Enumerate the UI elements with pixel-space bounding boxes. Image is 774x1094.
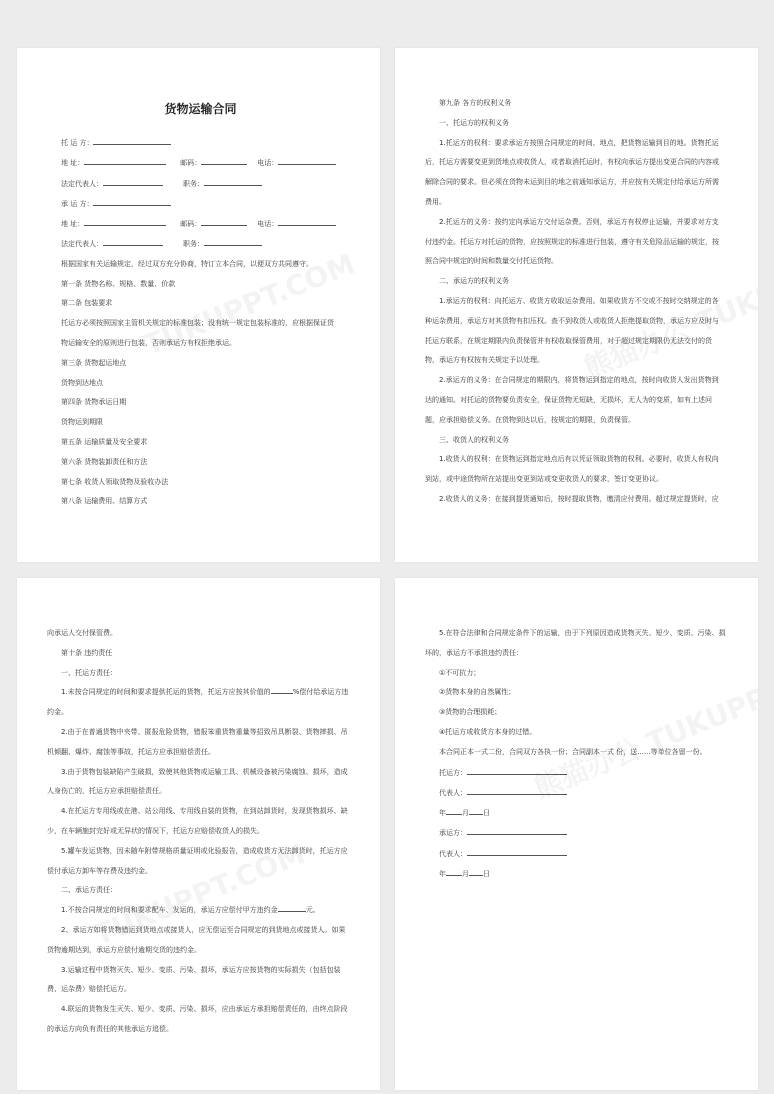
- postcode-blank: [201, 156, 247, 165]
- address-line-1: [61, 153, 340, 173]
- carrier-liability-4: 4.联运的货物发生灭失、短少、变质、污染、损坏，应由承运方承担赔偿责任的，由终点阶段的承运方向负有责任的其他承运方追偿。: [47, 1005, 348, 1033]
- month-blank: [446, 867, 462, 876]
- carrier-sign-blank: [467, 826, 567, 835]
- section-carrier-rights: 二、承运方的权利义务: [439, 277, 509, 286]
- legal-rep-label: 法定代表人：: [61, 179, 103, 188]
- reason-2: ②货物本身的自然属性；: [439, 688, 516, 697]
- phone-blank: [278, 156, 336, 165]
- year-label: 年: [439, 870, 446, 879]
- position-label: 职务：: [183, 179, 204, 188]
- day-blank: [469, 867, 483, 876]
- shipper-liability-1-text: 1.未按合同规定的时间和要求提供托运的货物，托运方应按其价值的: [61, 688, 271, 697]
- carrier-liability-1-text: 1.不按合同规定的时间和要求配车、发运的，承运方应偿付甲方违约金: [61, 906, 278, 915]
- consignee-rights-text: 1.收货人的权利：在货物运到指定地点后有以凭证领取货物的权利。必要时，收货人有权向到站，或中途货物所在站提出变更到站或变更收货人的要求，签订变更协议。: [425, 455, 719, 484]
- carrier-liability-1-tail: 元。: [305, 906, 320, 915]
- percent-blank: [271, 685, 293, 694]
- arrival-place: 货物到达地点: [61, 378, 103, 387]
- month-blank: [446, 806, 462, 815]
- article-6: 第六条 货物装卸责任和方法: [61, 457, 148, 466]
- article-4: 第四条 货物承运日期: [61, 398, 127, 407]
- rep-blank: [467, 786, 567, 795]
- shipper-liability-3: 3.由于货物包装缺陷产生破损，致使其他货物或运输工具、机械设备被污染腐蚀、损坏，造成人身伤亡的，托运方应承担赔偿责任。: [47, 767, 348, 796]
- shipper-label: 托 运 方：: [61, 139, 94, 147]
- phone-blank: [278, 217, 336, 226]
- reason-3: ③货物的合理损耗；: [439, 708, 502, 717]
- legal-rep-blank: [103, 237, 163, 246]
- copies-clause: 本合同正本一式二份，合同双方各执一份；合同副本一式 份，送......等单位各留一份。: [439, 747, 707, 756]
- legal-rep-blank: [103, 177, 163, 186]
- address-blank: [84, 156, 166, 165]
- address-label: 地 址：: [61, 159, 85, 168]
- amount-blank: [278, 903, 306, 912]
- position-blank: [204, 237, 262, 246]
- article-5: 第五条 运输质量及安全要求: [61, 437, 148, 446]
- shipper-blank: [93, 136, 171, 145]
- carrier-sign-label: 承运方：: [439, 829, 467, 838]
- month-label: 月: [462, 809, 469, 818]
- article-2-text: 托运方必须按照国家主管机关规定的标准包装；没有统一规定包装标准的，应根据保证货物运输安全的原则进行包装，否则承运方有权拒绝承运。: [61, 319, 334, 347]
- year-label: 年: [439, 809, 446, 818]
- postcode-label: 邮码：: [180, 159, 202, 168]
- shipper-line: [61, 133, 340, 153]
- intro-paragraph: 根据国家有关运输规定，经过双方充分协商，特订立本合同，以便双方共同遵守。: [61, 259, 313, 268]
- article-8: 第八条 运输费用、结算方式: [61, 497, 148, 506]
- arrival-deadline: 货物运到期限: [61, 418, 103, 427]
- carrier-blank: [93, 197, 171, 206]
- article-10: 第十条 违约责任: [61, 648, 113, 657]
- shipper-liability-4: 4.在托运方专用线或在港、站公用线、专用线自装的货物，在到站卸货时，发现货物损坏、缺少，在车辆施封完好或无异状的情况下，托运方应赔偿收货人的损失。: [47, 807, 348, 835]
- document-title: 货物运输合同: [164, 102, 237, 116]
- legal-rep-line-2: [61, 234, 340, 254]
- address-label: 地 址：: [61, 220, 85, 229]
- day-label: 日: [483, 809, 490, 818]
- document-page-1: [17, 48, 380, 562]
- reason-1: ①不可抗力；: [439, 668, 481, 677]
- continuation-text: 向承运人交付保管费。: [47, 629, 117, 637]
- day-blank: [469, 806, 483, 815]
- article-9: 第九条 各方的权利义务: [439, 99, 512, 107]
- position-label: 职务：: [183, 240, 204, 249]
- shipper-sign-label: 托运方：: [439, 768, 467, 777]
- position-blank: [204, 177, 262, 186]
- carrier-label: 承 运 方：: [61, 199, 94, 208]
- section-consignee-rights: 三、收货人的权利义务: [439, 435, 509, 444]
- article-2: 第二条 包装要求: [61, 299, 113, 308]
- phone-label: 电话：: [257, 159, 279, 168]
- date-line-2: [425, 864, 728, 884]
- address-blank: [84, 217, 166, 226]
- section-shipper-rights: 一、托运方的权利义务: [439, 118, 509, 127]
- legal-rep-line-1: [61, 174, 340, 194]
- carrier-signature-line: [425, 823, 728, 843]
- section-carrier-liability: 二、承运方责任：: [61, 886, 117, 895]
- phone-label: 电话：: [257, 220, 279, 229]
- article-1: 第一条 货物名称、规格、数量、价款: [61, 279, 176, 288]
- carrier-liability-2: 2、承运方如将货物错运到货地点或接货人，应无偿运至合同规定的到货地点或接货人。如果货物逾期达到，承运方应偿付逾期交货的违约金。: [47, 925, 346, 954]
- shipper-duties-text: 2.托运方的义务：按约定向承运方交付运杂费。否则，承运方有权停止运输，并要求对方支付违约金。托运方对托运的货物，应按照规定的标准进行包装，遵守有关危险品运输的规定，按照合同中规定的时间和数量交付托运货物。: [425, 217, 719, 266]
- day-label: 日: [483, 870, 490, 879]
- carrier-duties-text: 2.承运方的义务：在合同规定的期限内，将货物运到指定的地点，按时向收货人发出货物到达的通知。对托运的货物要负责安全，保证货物无短缺，无损坏，无人为的变质，如有上述问题，应承担赔偿义务。在货物到达以后，按规定的期限，负责保管。: [425, 376, 719, 424]
- document-page-2: [395, 48, 758, 562]
- carrier-liability-5: 5.在符合法律和合同规定条件下的运输，由于下列原因造成货物灭失、短少、变质、污染、损坏的，承运方不承担违约责任：: [425, 629, 726, 657]
- shipper-sign-blank: [467, 766, 567, 775]
- article-3: 第三条 货物起运地点: [61, 358, 127, 367]
- legal-rep-label: 法定代表人：: [61, 240, 103, 249]
- shipper-rights-text: 1.托运方的权利：要求承运方按照合同规定的时间、地点，把货物运输到目的地。货物托运后，托运方需要变更到货地点或收货人，或者取消托运时，有权向承运方提出变更合同的内容或解除合同的要求。但必须在货物未运到目的地之前通知承运方，并应按有关规定付给承运方所需费用。: [425, 138, 719, 206]
- rep-signature-line-1: [425, 783, 728, 803]
- rep-signature-line-2: [425, 844, 728, 864]
- carrier-liability-1: [47, 901, 350, 921]
- postcode-label: 邮码：: [180, 220, 202, 229]
- date-line-1: [425, 803, 728, 823]
- article-7: 第七条 收货人领取货物及验收办法: [61, 477, 169, 486]
- shipper-liability-5: 5.罐车发运货物，因未随车附带规格质量证明或化验报告，造成收货方无法卸货时，托运方应偿付承运方卸车等存费及违约金。: [47, 846, 348, 875]
- carrier-rights-text: 1.承运方的权利：向托运方、收货方收取运杂费用。如果收货方不交或不按时交纳规定的各种运杂费用，承运方对其货物有扣压权。查不到收货人或收货人拒绝提取货物，承运方应及时与托运方联系，在规定期限内负责保管并有权收取保管费用，对于超过规定期限仍无法交付的货物，承运方有权按有关规定予以处理。: [425, 296, 719, 365]
- shipper-liability-1: [47, 683, 350, 723]
- shipper-liability-2: 2.由于在普通货物中夹带、匿报危险货物，错报笨重货物重量等招致吊具断裂、货物摔损、吊机倾翻、爆炸、腐蚀等事故，托运方应承担赔偿责任。: [47, 727, 348, 756]
- address-line-2: [61, 214, 340, 234]
- rep-blank: [467, 847, 567, 856]
- month-label: 月: [462, 870, 469, 879]
- postcode-blank: [201, 217, 247, 226]
- document-page-4: [395, 578, 758, 1090]
- carrier-line: [61, 194, 340, 214]
- shipper-liability-1-tail: %偿付给承运方违约金。: [47, 688, 349, 717]
- consignee-duties-text: 2.收货人的义务：在接到提货通知后，按时提取货物，缴清应付费用。超过规定提货时，应: [439, 494, 719, 503]
- reason-4: ④托运方或收货方本身的过错。: [439, 727, 537, 736]
- carrier-liability-3: 3.运输过程中货物灭失、短少、变质、污染、损坏，承运方应按货物的实际损失（包括包装费、运杂费）赔偿托运方。: [47, 965, 341, 994]
- section-shipper-liability: 一、托运方责任：: [61, 668, 117, 677]
- shipper-signature-line: [425, 763, 728, 783]
- rep-label: 代表人：: [439, 849, 467, 858]
- rep-label: 代表人：: [439, 788, 467, 797]
- document-page-3: [17, 578, 380, 1090]
